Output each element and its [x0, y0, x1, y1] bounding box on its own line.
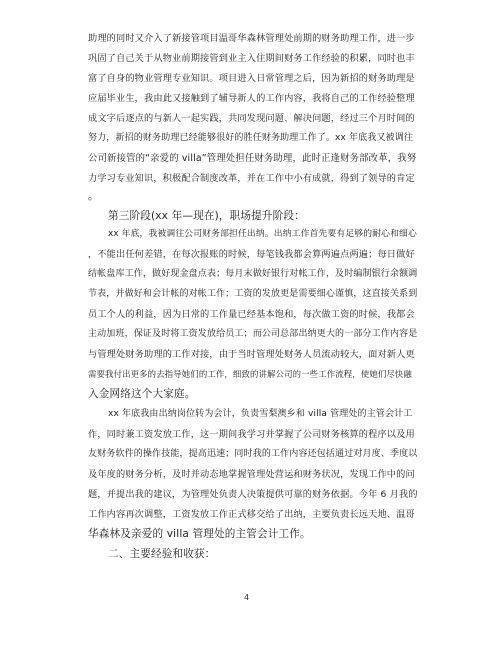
body-text-line: 公司新接管的“亲爱的 villa”管理处担任财务助理，此时正逢财务部改革，我努 — [88, 153, 417, 164]
section-heading: 二、主要经验和收获： — [108, 548, 216, 560]
body-text-line: 员工个人的利益，因为日常的工作量已经基本饱和，每次做工资的时候，我都会 — [88, 309, 415, 320]
body-text-line: 富了自身的物业管理专业知识。项目进入日常管理之后，因为新招的财务助理是 — [88, 73, 415, 84]
body-text-line: 入金网络这个大家庭。 — [88, 388, 196, 400]
body-text-line: 作，同时兼工资发放工作，这一期间我学习并掌握了公司财务核算的程序以及用 — [88, 429, 415, 440]
body-text-line: 应届毕业生，我由此又接触到了辅导新人的工作内容，我将自己的工作经验整理 — [88, 93, 415, 104]
body-text-line: 需要我付出更多的去指导她们的工作，细致的讲解公司的一些工作流程，使她们尽快融 — [88, 369, 412, 379]
page-number: 4 — [244, 593, 250, 602]
body-text-line: 巩固了自己关于从物业前期接管到业主入住期间财务工作经验的积累，同时也丰 — [88, 53, 415, 64]
body-text-line: 力学习专业知识，积极配合制度改革，并在工作中小有成就，得到了领导的肯定 — [88, 173, 415, 184]
body-text-line: xx 年底，我被调往公司财务部担任出纳。出纳工作首先要有足够的耐心和细心 — [108, 229, 417, 239]
body-text-line: 结帐盘库工作，做好现金盘点表；每月末做好银行对帐工作，及时编制银行余额调 — [88, 269, 418, 279]
section-heading: 第三阶段(xx 年—现在)，职场提升阶段： — [108, 210, 305, 222]
body-text-line: 主动加班，保证及时将工资发放给员工；而公司总部出纳更大的一部分工作内容是 — [88, 329, 418, 339]
body-text-line: 工作内容再次调整，工资发放工作正式移交给了出纳，主要负责长远天地、温哥 — [88, 509, 415, 520]
body-text-line: 助理的同时又介入了新接管项目温哥华森林管理处前期的财务助理工作，进一步 — [88, 33, 415, 44]
body-text-line: 题，并提出我的建议，为管理处负责人决策提供可靠的财务依据。今年 6 月我的 — [88, 489, 418, 500]
body-text-line: 。 — [88, 190, 99, 202]
body-text-line: 友财务软件的操作技能，提高迅速；同时我的工作内容还包括通过对月度、季度以 — [88, 449, 418, 459]
body-text-line: 与管理处财务助理的工作对接，由于当时管理处财务人员流动较大，面对新人更 — [88, 349, 415, 360]
body-text-line: 节表，并做好和会计帐的对帐工作；工资的发放更是需要细心谨慎，这直接关系到 — [88, 289, 418, 299]
body-text-line: 努力，新招的财务助理已经能够很好的胜任财务助理工作了。xx 年底我又被调往 — [88, 133, 414, 143]
body-text-line: 华森林及亲爱的 villa 管理处的主管会计工作。 — [88, 528, 311, 540]
body-text-line: 及年度的财务分析，及时并动态地掌握管理处营运和财务状况，发现工作中的问 — [88, 469, 415, 480]
body-text-line: ，不能出任何差错，在每次报账的时候，每笔钱我都会算两遍点两遍；每日做好 — [88, 249, 415, 260]
body-text-line: 成文字后逐点的与新人一起实践，共同发现问题、解决问题，经过三个月时间的 — [88, 113, 415, 124]
body-text-line: xx 年底我由出纳岗位转为会计，负责雪梨澳乡和 villa 管理处的主管会计工 — [108, 409, 413, 419]
